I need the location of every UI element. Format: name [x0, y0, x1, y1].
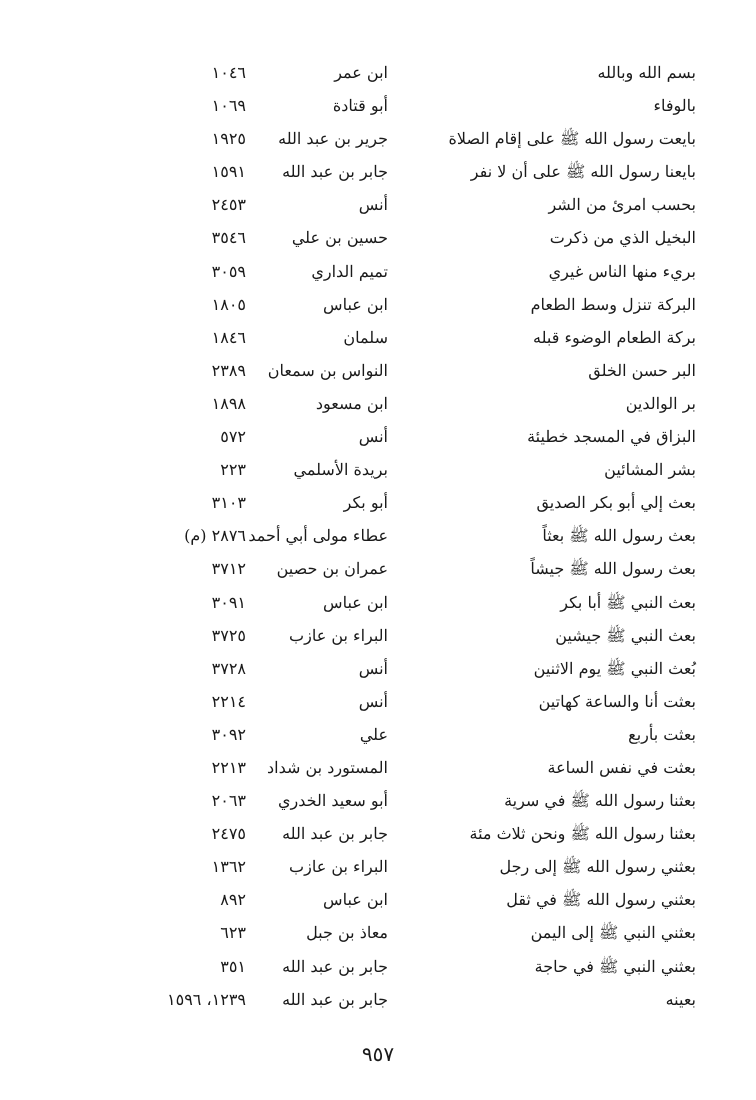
narrator-name: ابن مسعود	[315, 393, 388, 413]
index-row	[0, 255, 756, 288]
hadith-opening-text: بُعث النبي ﷺ يوم الاثنين	[533, 658, 696, 678]
hadith-reference-number: ١٨٠٥	[211, 294, 246, 314]
hadith-reference-number: ٢٣٨٩	[211, 360, 246, 380]
narrator-name: أنس	[358, 658, 388, 678]
hadith-reference-number: ١٩٢٥	[211, 129, 246, 149]
hadith-opening-text: بعثت في نفس الساعة	[547, 757, 696, 777]
hadith-opening-text: بعثت أنا والساعة كهاتين	[538, 691, 696, 711]
narrator-name: أبو سعيد الخدري	[278, 791, 388, 811]
hadith-opening-text: بريء منها الناس غيري	[548, 261, 696, 281]
hadith-opening-text: بعثنا رسول الله ﷺ ونحن ثلاث مئة	[469, 824, 696, 844]
hadith-opening-text: بعثني رسول الله ﷺ في ثقل	[506, 890, 696, 910]
narrator-name: ابن عمر	[334, 63, 388, 82]
narrator-name: أبو بكر	[343, 493, 388, 513]
hadith-opening-text: بعث رسول الله ﷺ بعثاً	[542, 526, 696, 546]
narrator-name: جرير بن عبد الله	[278, 129, 388, 149]
hadith-reference-number: ١٨٤٦	[211, 327, 246, 347]
hadith-opening-text: بركة الطعام الوضوء قبله	[533, 327, 696, 347]
index-row	[0, 453, 756, 486]
index-row	[0, 552, 756, 585]
index-row	[0, 288, 756, 321]
narrator-name: أبو قتادة	[332, 96, 388, 116]
narrator-name: عمران بن حصين	[276, 559, 388, 579]
index-row	[0, 685, 756, 718]
hadith-opening-text: البر حسن الخلق	[588, 360, 696, 380]
hadith-index-list	[0, 56, 756, 1016]
index-row	[0, 420, 756, 453]
hadith-opening-text: بشر المشائين	[604, 460, 696, 480]
hadith-reference-number: ١٠٦٩	[211, 96, 246, 116]
hadith-opening-text: بايعت رسول الله ﷺ على إقام الصلاة	[448, 129, 696, 149]
page-number: ٩٥٧	[361, 1042, 395, 1066]
hadith-reference-number: ٣٠٩٢	[211, 724, 246, 744]
hadith-reference-number: ٣٥١	[220, 956, 246, 976]
index-row	[0, 321, 756, 354]
hadith-reference-number: ٢٤٧٥	[211, 824, 246, 844]
hadith-reference-number: ١٨٩٨	[211, 393, 246, 413]
hadith-reference-number: ٢٨٧٦ (م)	[184, 526, 246, 546]
narrator-name: جابر بن عبد الله	[282, 824, 388, 844]
narrator-name: تميم الداري	[311, 261, 388, 281]
narrator-name: أنس	[358, 691, 388, 711]
narrator-name: عطاء مولى أبي أحمد	[248, 526, 388, 546]
hadith-opening-text: بعث النبي ﷺ جيشين	[555, 625, 696, 645]
index-row	[0, 387, 756, 420]
hadith-opening-text: بعث إلي أبو بكر الصديق	[536, 493, 696, 513]
narrator-name: علي	[359, 724, 388, 744]
hadith-opening-text: بعثني النبي ﷺ في حاجة	[534, 956, 696, 976]
hadith-reference-number: ١٣٦٢	[211, 857, 246, 877]
hadith-opening-text: البركة تنزل وسط الطعام	[530, 294, 696, 314]
narrator-name: حسين بن علي	[291, 228, 388, 248]
hadith-reference-number: ٣٧٢٥	[211, 625, 246, 645]
narrator-name: البراء بن عازب	[289, 857, 388, 877]
hadith-reference-number: ٢٠٦٣	[211, 791, 246, 811]
index-row	[0, 122, 756, 155]
index-row	[0, 56, 756, 89]
hadith-reference-number: ١٥٩١	[211, 162, 246, 182]
hadith-reference-number: ٣٠٥٩	[211, 261, 246, 281]
index-row	[0, 89, 756, 122]
hadith-reference-number: ٣٠٩١	[211, 592, 246, 612]
narrator-name: أنس	[358, 427, 388, 447]
hadith-opening-text: بعثت بأربع	[628, 724, 696, 744]
index-row	[0, 784, 756, 817]
hadith-reference-number: ٣٧٢٨	[211, 658, 246, 678]
hadith-opening-text: البخيل الذي من ذكرت	[549, 228, 696, 248]
hadith-opening-text: بحسب امرئ من الشر	[548, 195, 696, 215]
index-row	[0, 950, 756, 983]
hadith-opening-text: بر الوالدين	[625, 393, 696, 413]
hadith-reference-number: ٦٢٣	[220, 923, 246, 943]
narrator-name: النواس بن سمعان	[267, 360, 388, 380]
index-row	[0, 751, 756, 784]
index-row	[0, 817, 756, 850]
index-row	[0, 883, 756, 916]
narrator-name: البراء بن عازب	[289, 625, 388, 645]
hadith-opening-text: بالوفاء	[653, 96, 696, 116]
narrator-name: ابن عباس	[323, 294, 388, 314]
hadith-opening-text: البزاق في المسجد خطيئة	[527, 427, 696, 447]
hadith-reference-number: ٢٢٣	[220, 460, 246, 480]
hadith-reference-number: ٨٩٢	[220, 890, 246, 910]
hadith-opening-text: بعينه	[665, 989, 696, 1009]
index-row	[0, 850, 756, 883]
index-row	[0, 354, 756, 387]
index-row	[0, 916, 756, 949]
narrator-name: المستورد بن شداد	[267, 757, 388, 777]
hadith-reference-number: ٥٧٢	[220, 427, 246, 447]
index-row	[0, 188, 756, 221]
narrator-name: جابر بن عبد الله	[282, 956, 388, 976]
index-row	[0, 983, 756, 1016]
narrator-name: جابر بن عبد الله	[282, 989, 388, 1009]
hadith-opening-text: بايعنا رسول الله ﷺ على أن لا نفر	[470, 162, 696, 182]
index-row	[0, 652, 756, 685]
narrator-name: سلمان	[343, 327, 388, 347]
narrator-name: ابن عباس	[323, 890, 388, 910]
hadith-reference-number: ٣٥٤٦	[211, 228, 246, 248]
narrator-name: معاذ بن جبل	[306, 923, 388, 943]
narrator-name: ابن عباس	[323, 592, 388, 612]
hadith-reference-number: ١٢٣٩، ١٥٩٦	[167, 989, 246, 1009]
hadith-reference-number: ٢٤٥٣	[211, 195, 246, 215]
hadith-opening-text: بعثني النبي ﷺ إلى اليمن	[530, 923, 696, 943]
hadith-reference-number: ٣٧١٢	[211, 559, 246, 579]
hadith-reference-number: ١٠٤٦	[211, 63, 246, 82]
hadith-reference-number: ٢٢١٣	[211, 757, 246, 777]
hadith-opening-text: بعثنا رسول الله ﷺ في سرية	[504, 791, 696, 811]
narrator-name: أنس	[358, 195, 388, 215]
index-row	[0, 519, 756, 552]
index-row	[0, 155, 756, 188]
index-row	[0, 619, 756, 652]
index-row	[0, 718, 756, 751]
narrator-name: بريدة الأسلمي	[293, 460, 388, 480]
hadith-opening-text: بعث النبي ﷺ أبا بكر	[560, 592, 696, 612]
hadith-reference-number: ٢٢١٤	[211, 691, 246, 711]
hadith-opening-text: بسم الله وبالله	[597, 63, 696, 82]
index-row	[0, 486, 756, 519]
narrator-name: جابر بن عبد الله	[282, 162, 388, 182]
hadith-opening-text: بعثني رسول الله ﷺ إلى رجل	[499, 857, 696, 877]
hadith-reference-number: ٣١٠٣	[211, 493, 246, 513]
index-row	[0, 221, 756, 254]
index-row	[0, 586, 756, 619]
hadith-opening-text: بعث رسول الله ﷺ جيشاً	[530, 559, 696, 579]
